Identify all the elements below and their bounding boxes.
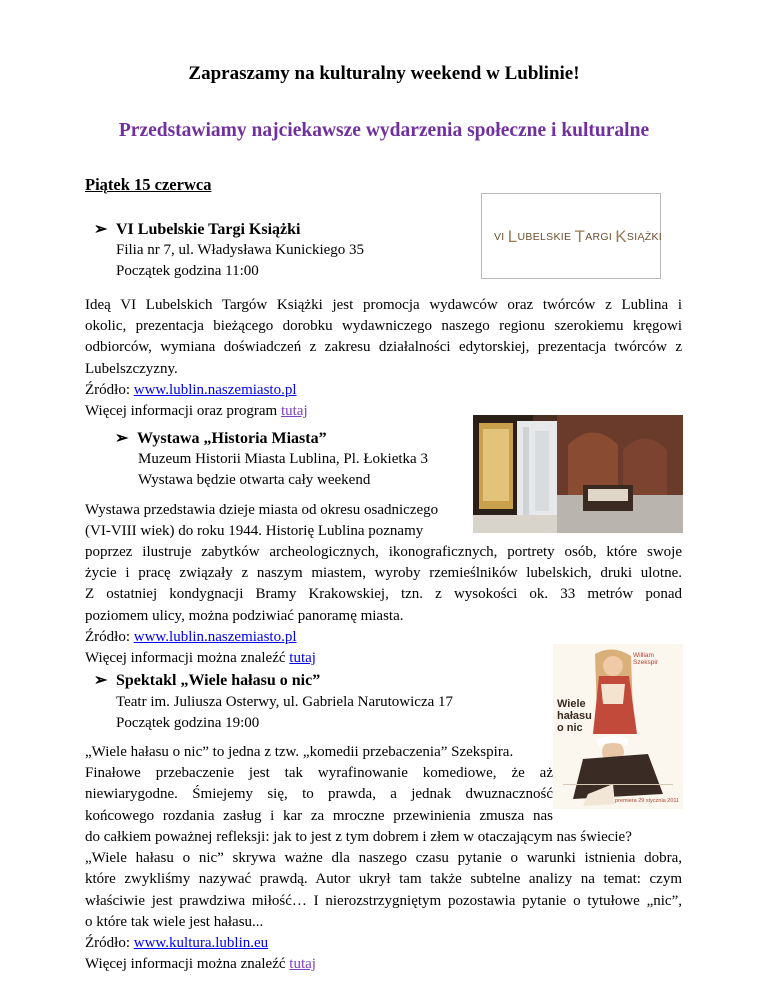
event1-heading [94, 219, 301, 239]
event1-source: Źródło: www.lublin.naszemiasto.pl [85, 381, 297, 398]
poster-title: Wiele hałasu o nic [557, 698, 592, 734]
arrow-bullet-icon: ➢ [115, 430, 129, 447]
day-heading: Piątek 15 czerwca [85, 175, 212, 194]
event1-logo [481, 193, 661, 279]
event3-more: Więcej informacji można znaleźć tutaj [85, 956, 316, 973]
event2-more-link[interactable]: tutaj [289, 650, 316, 667]
poster-premiere: premiera 29 stycznia 2011 [615, 798, 680, 804]
poster-author: William Szekspir [633, 652, 658, 666]
event1-source-link[interactable]: www.lublin.naszemiasto.pl [133, 381, 297, 398]
arrow-bullet-icon: ➢ [94, 672, 108, 689]
event2-source: Źródło: www.lublin.naszemiasto.pl [85, 628, 297, 645]
event3-more-link[interactable]: tutaj [289, 956, 316, 973]
event3-time: Początek godzina 19:00 [116, 715, 260, 731]
event3-description-short: „Wiele hałasu o nic” to jedna z tzw. „komedii przebaczenia” Szekspira. Finałowe przebaczenie jest tak wyrafinowanie komediowe, że aż niewiarygodne. Śmiejemy się, to prawda, a jednak dwuznaczność końcowego rozdania zasług i kar za mroczne przewinienia zmusza nas [85, 744, 553, 824]
event3-source: Źródło: www.kultura.lublin.eu [85, 935, 269, 952]
play-poster [553, 644, 683, 809]
event1-time: Początek godzina 11:00 [116, 263, 259, 279]
event2-heading [115, 428, 327, 448]
event1-more-link[interactable]: tutaj [280, 403, 308, 420]
event3-title: Spektakl „Wiele hałasu o nic” [116, 672, 321, 689]
page-title: Zapraszamy na kulturalny weekend w Lublinie! [188, 63, 580, 84]
event2-time: Wystawa będzie otwarta cały weekend [138, 472, 371, 488]
logo-text: VI LUBELSKIE TARGI KSIĄŻKI [494, 227, 662, 246]
event3-heading [94, 670, 320, 690]
event1-description: Ideą VI Lubelskich Targów Książki jest promocja wydawców oraz twórców z Lublina i okolic, prezentacja bieżącego dorobku wydawniczego naszego regionu szerokiemu kręgowi odbiorców, wymiana doświadczeń z zakresu działalności edytorskiej, prezentacja twórców z Lubelszczyzny. Źródło: www.lublin.naszemiasto.pl Więcej informacji oraz program tutaj [85, 295, 682, 422]
event3-description: do całkiem poważnej refleksji: jak to jest z tym dobrem i złem w otaczającym nas świecie? „Wiele hałasu o nic” skrywa ważne dla naszego czasu pytanie o warunki istnienia dobra, które zwykliśmy nazywać prawdą. Autor ukrył tam także subtelne analizy na temat: czym właściwie jest prawdziwa miłość… I nierozstrzygniętym pozostawia pytanie o tytułowe „nic”, o które tak wiele jest hałasu... Źródło: www.kultura.lublin.eu Więcej informacji można znaleźć tutaj [85, 827, 682, 975]
event2-title: Wystawa „Historia Miasta” [137, 430, 327, 447]
arrow-bullet-icon: ➢ [94, 221, 108, 238]
event2-source-link[interactable]: www.lublin.naszemiasto.pl [133, 628, 297, 645]
event3-source-link[interactable]: www.kultura.lublin.eu [133, 935, 269, 952]
page-subtitle: Przedstawiamy najciekawsze wydarzenia społeczne i kulturalne [118, 120, 650, 141]
event2-more: Więcej informacji można znaleźć tutaj [85, 650, 316, 667]
event2-description: poprzez ilustruje zabytków archeologicznych, ikonograficznych, portrety osób, które swoje życie i pracę związały z naszym miastem, wyroby rzemieślników lubelskich, druki ulotne. Z ostatniej kondygnacji Bramy Krakowskiej, tzn. z wysokości ok. 33 metrów ponad poziomem ulicy, można podziwiać panoramę miasta. Źródło: www.lublin.naszemiasto.pl Więcej informacji można znaleźć tutaj [85, 542, 682, 669]
event3-place: Teatr im. Juliusza Osterwy, ul. Gabriela Narutowicza 17 [116, 694, 454, 710]
event2-place: Muzeum Historii Miasta Lublina, Pl. Łokietka 3 [138, 451, 428, 467]
event1-more: Więcej informacji oraz program tutaj [85, 403, 308, 420]
event1-place: Filia nr 7, ul. Władysława Kunickiego 35 [116, 242, 365, 258]
event2-description-short: Wystawa przedstawia dzieje miasta od okresu osadniczego (VI-VIII wiek) do roku 1944. Historię Lublina poznamy [85, 502, 439, 540]
museum-photo [473, 415, 683, 533]
event1-title: VI Lubelskie Targi Książki [116, 221, 301, 238]
